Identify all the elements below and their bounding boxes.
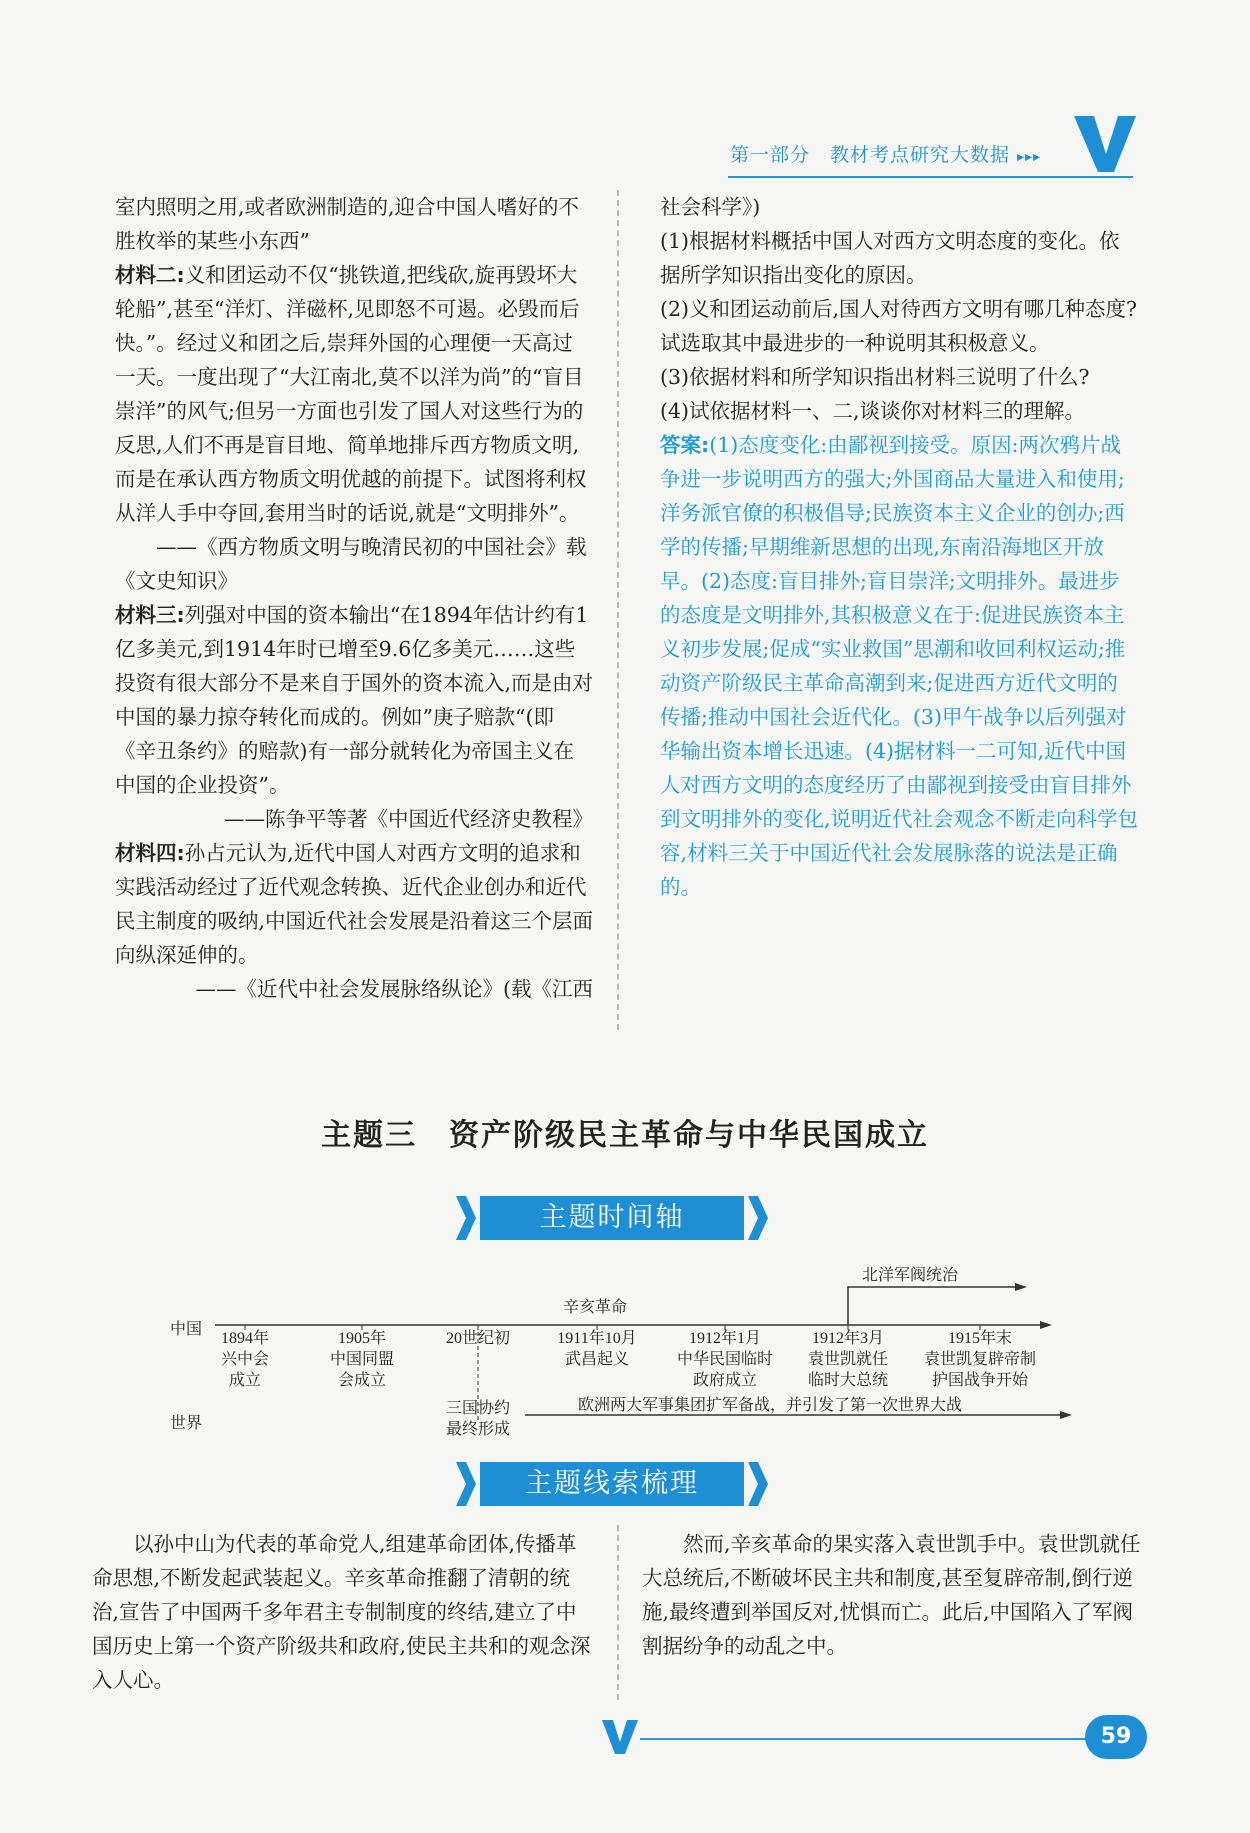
timeline-event: 20世纪初 — [445, 1330, 510, 1347]
material3: 材料三:列强对中国的资本输出“在1894年估计约有1亿多美元,到1914年时已增至9.6亿多美元……这些投资有很大部分不是来自于国外的资本流入,而是由对中国的暴力掠夺转化而成的。例如”庚子赔款“(即《辛丑条约》的赔款)有一部分就转化为帝国主义在中国的企业投资”。 — [115, 603, 594, 797]
timeline-beiyang: 北洋军阀统治 — [862, 1267, 959, 1284]
timeline-event: 1912年1月 中华民国临时 政府成立 — [676, 1330, 773, 1389]
question-2: (2)义和团运动前后,国人对待西方文明有哪几种态度?试选取其中最进步的一种说明其积极意义。 — [660, 297, 1138, 355]
material2: 材料二:义和团运动不仅“挑铁道,把线砍,旋再毁坏大轮船”,甚至“洋灯、洋磁杯,见即怒不可遏。必毁而后快。”。经过义和团之后,崇拜外国的心理便一天高过一天。一度出现了“大江南北,莫不以洋为尚”的“盲目崇洋”的风气;但另一方面也引发了国人对这些行为的反思,人们不再是盲目地、简单地排斥西方物质文明,而是在承认西方物质文明优越的前提下。试图将利权从洋人手中夺回,套用当时的话说,就是“文明排外”。 — [115, 263, 587, 525]
material4-label: 材料四: — [115, 841, 185, 865]
question-3: (3)依据材料和所学知识指出材料三说明了什么? — [660, 365, 1090, 389]
column-divider — [617, 190, 619, 1030]
header-section-label: 第一部分 教材考点研究大数据 — [730, 144, 1011, 166]
timeline-world-label: 世界 — [170, 1415, 203, 1432]
timeline-event: 1911年10月 武昌起义 — [557, 1330, 637, 1368]
column-divider — [617, 1525, 619, 1700]
page-number: 59 — [1085, 1715, 1147, 1759]
question-1: (1)根据材料概括中国人对西方文明态度的变化。依据所学知识指出变化的原因。 — [660, 229, 1120, 287]
banner-clue-label: 主题线索梳理 — [525, 1468, 699, 1499]
summary-left: 以孙中山为代表的革命党人,组建革命团体,传播革命思想,不断发起武装起义。辛亥革命推翻了清朝的统治,宣告了中国两千多年君主专制制度的终结,建立了中国历史上第一个资产阶级共和政府,使民主共和的观念深入人心。 — [92, 1532, 591, 1692]
banner-timeline — [452, 1194, 772, 1242]
timeline-event: 1894年 兴中会 成立 — [220, 1330, 269, 1389]
material2-label: 材料二: — [115, 263, 185, 287]
chevron-left-icon — [452, 1460, 476, 1508]
header-rule — [728, 176, 1133, 178]
banner-timeline-label: 主题时间轴 — [539, 1202, 685, 1233]
timeline-world-event-ww1: 欧洲两大军事集团扩军备战，并引发了第一次世界大战 — [578, 1397, 963, 1414]
timeline-event: 1915年末 袁世凯复辟帝制 护国战争开始 — [923, 1330, 1036, 1389]
timeline-xinhai: 辛亥革命 — [563, 1299, 628, 1316]
timeline-event: 1912年3月 袁世凯就任 临时大总统 — [807, 1330, 888, 1389]
running-header — [730, 140, 1041, 167]
material1-tail: 室内照明之用,或者欧洲制造的,迎合中国人嗜好的不胜枚举的某些小东西” — [115, 195, 580, 253]
material3-source: ——陈争平等著《中国近代经济史教程》 — [224, 807, 593, 831]
chevron-right-icon — [748, 1194, 772, 1242]
material4-source-continuation: 社会科学》) — [660, 195, 761, 219]
answer-label: 答案: — [660, 433, 710, 457]
question-4: (4)试依据材料一、二,谈谈你对材料三的理解。 — [660, 399, 1086, 423]
chevron-right-icon — [748, 1460, 772, 1508]
material4: 材料四:孙占元认为,近代中国人对西方文明的追求和实践活动经过了近代观念转换、近代企业创办和近代民主制度的吸纳,中国近代社会发展是沿着这三个层面向纵深延伸的。 — [115, 841, 594, 967]
header-arrows: ▸▸▸ — [1017, 149, 1042, 165]
material2-source: ——《西方物质文明与晚清民初的中国社会》载《文史知识》 — [115, 535, 587, 593]
v-footer-icon — [600, 1718, 640, 1756]
material4-source: ——《近代中社会发展脉络纵论》(载《江西 — [195, 977, 593, 1001]
footer-rule — [640, 1738, 1090, 1740]
v-logo-icon — [1070, 112, 1140, 176]
header-logo-letter: V — [1070, 112, 1071, 113]
left-column — [115, 190, 593, 1006]
answer: 答案:(1)态度变化:由鄙视到接受。原因:两次鸦片战争进一步说明西方的强大;外国商品大量进入和使用;洋务派官僚的积极倡导;民族资本主义企业的创办;西学的传播;早期维新思想的出现,东南沿海地区开放早。(2)态度:盲目排外;盲目崇洋;文明排外。最进步的态度是文明排外,其积极意义在于:促进民族资本主义初步发展;促成“实业救国”思潮和收回利权运动;推动资产阶级民主革命高潮到来;促进西方近代文明的传播;推动中国社会近代化。(3)甲午战争以后列强对华输出资本增长迅速。(4)据材料一二可知,近代中国人对西方文明的态度经历了由鄙视到接受由盲目排外到文明排外的变化,说明近代社会观念不断走向科学包容,材料三关于中国近代社会发展脉落的说法是正确的。 — [660, 433, 1139, 899]
timeline-event: 1905年 中国同盟 会成立 — [329, 1330, 394, 1389]
chevron-left-icon — [452, 1194, 476, 1242]
section-title: 主题三 资产阶级民主革命与中华民国成立 — [321, 1118, 929, 1153]
summary-right: 然而,辛亥革命的果实落入袁世凯手中。袁世凯就任大总统后,不断破坏民主共和制度,甚至复辟帝制,倒行逆施,最终遭到举国反对,忧惧而亡。此后,中国陷入了军阀割据纷争的动乱之中。 — [642, 1532, 1141, 1658]
material3-label: 材料三: — [115, 603, 185, 627]
right-column — [660, 190, 1138, 904]
banner-clue — [452, 1460, 772, 1508]
timeline-china-label: 中国 — [170, 1321, 203, 1338]
timeline-world-event: 三国协约 最终形成 — [445, 1400, 510, 1438]
